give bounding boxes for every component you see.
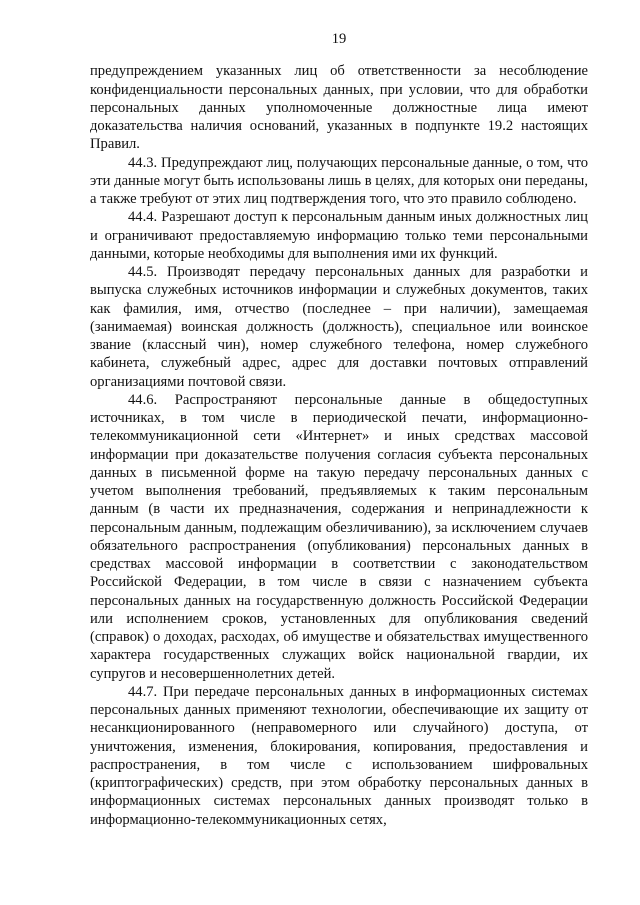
- paragraph-continuation: предупреждением указанных лиц об ответственности за несоблюдение конфиденциальности персональных данных, при условии, что для обработки персональных данных уполномоченные должностные лица имеют доказательства наличия оснований, указанных в подпункте 19.2 настоящих Правил.: [90, 63, 588, 153]
- page-number: 19: [331, 31, 347, 47]
- paragraph-44-7: 44.7. При передаче персональных данных в информационных системах персональных данных применяют технологии, обеспечивающие их защиту от несанкционированного (неправомерного или случайного) доступа, от уничтожения, изменения, блокирования, копирования, предоставления и распространения, в том числе с использованием шифровальных (криптографических) средств, при этом обработку персональных данных в информационных системах персональных данных производят только в информационно-телекоммуникационных сетях,: [90, 683, 588, 828]
- paragraph-44-5: 44.5. Производят передачу персональных данных для разработки и выпуска служебных источников информации и служебных документов, таких как фамилия, имя, отчество (последнее – при наличии), замещаемая (занимаемая) воинская должность (должность), специальное или воинское звание (классный чин), номер служебного телефона, номер служебного кабинета, служебный адрес, адрес для доставки почтовых отправлений организациями почтовой связи.: [90, 264, 588, 390]
- paragraph-44-6: 44.6. Распространяют персональные данные в общедоступных источниках, в том числе в периодической печати, информационно-телекоммуникационной сети «Интернет» и иных средствах массовой информации при доказательстве получения согласия субъекта персональных данных в письменной форме на такую передачу персональных данных с учетом выполнения требований, предъявляемых к таким персональным данным (в части их предназначения, содержания и непринадлежности к персональным данным, подлежащим обезличиванию), за исключением случаев обязательного распространения (опубликования) персональных данных в средствах массовой информации в соответствии с законодательством Российской Федерации, в том числе в связи с назначением субъекта персональных данных на государственную должность Российской Федерации или исполнением сроков, установленных для опубликования сведений (справок) о доходах, расходах, об имуществе и обязательствах имущественного характера государственных служащих войск национальной гвардии, их супругов и несовершеннолетних детей.: [90, 391, 588, 682]
- paragraph-44-3: 44.3. Предупреждают лиц, получающих персональные данные, о том, что эти данные могут быть использованы лишь в целях, для которых они переданы, а также требуют от этих лиц подтверждения того, что это правило соблюдено.: [90, 154, 588, 207]
- paragraph-44-4: 44.4. Разрешают доступ к персональным данным иных должностных лиц и ограничивают предоставляемую информацию только теми персональными данными, которые необходимы для выполнения ими их функций.: [90, 209, 588, 262]
